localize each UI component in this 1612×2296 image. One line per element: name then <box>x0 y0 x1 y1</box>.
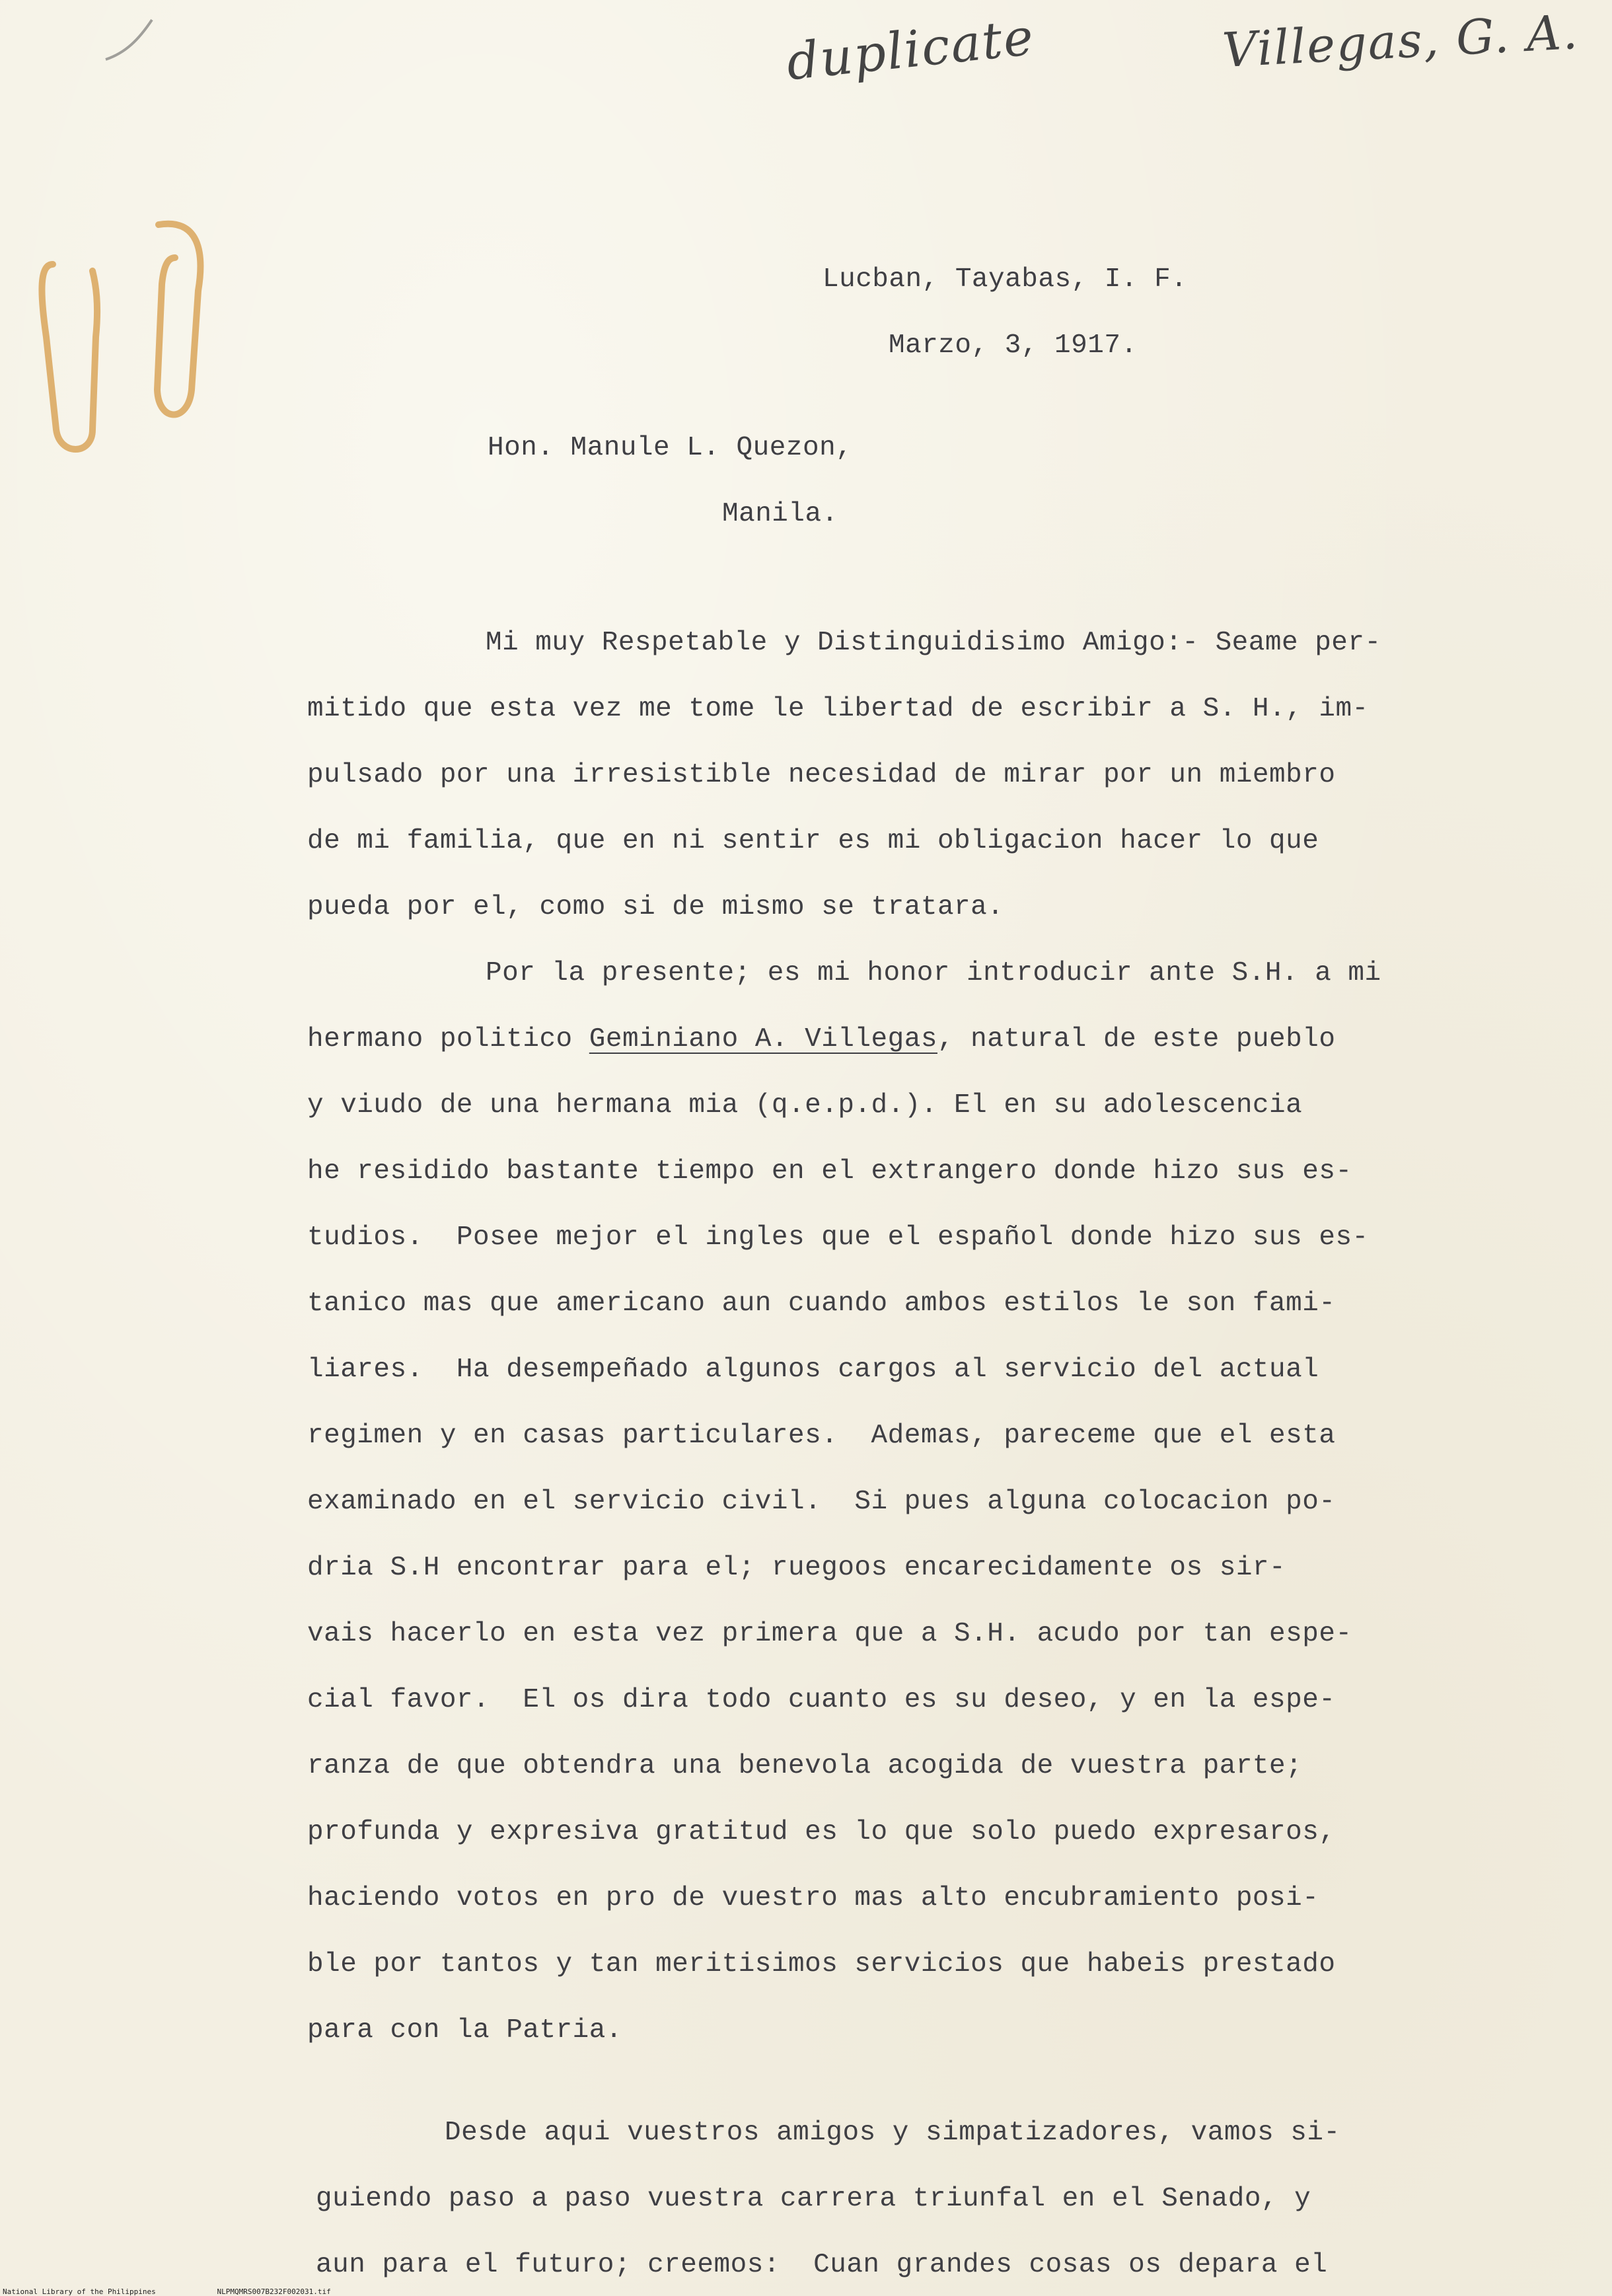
letter-place: Lucban, Tayabas, I. F. <box>823 264 1188 295</box>
paragraph-2-line: haciendo votos en pro de vuestro mas alto encubramiento posi- <box>307 1883 1319 1913</box>
paragraph-2-line: tudios. Posee mejor el ingles que el español donde hizo sus es- <box>307 1222 1369 1253</box>
nominee-name: Geminiano A. Villegas <box>589 1024 937 1055</box>
addressee-name: Hon. Manule L. Quezon, <box>488 433 853 463</box>
paragraph-2-line: Por la presente; es mi honor introducir ante S.H. a mi <box>486 958 1381 988</box>
paragraph-2-line: examinado en el servicio civil. Si pues alguna colocacion po- <box>307 1487 1336 1517</box>
paragraph-2-line: para con la Patria. <box>307 2015 622 2046</box>
paragraph-2-line <box>307 1024 1335 1055</box>
paragraph-2-text: hermano politico <box>307 1024 589 1055</box>
paragraph-1-line: mitido que esta vez me tome le libertad de escribir a S. H., im- <box>307 694 1369 724</box>
footer-library: National Library of the Philippines <box>3 2287 156 2296</box>
paragraph-2-line: cial favor. El os dira todo cuanto es su deseo, y en la espe- <box>307 1685 1336 1715</box>
paragraph-2-line: ranza de que obtendra una benevola acogida de vuestra parte; <box>307 1751 1303 1781</box>
paragraph-2-line: tanico mas que americano aun cuando ambos estilos le son fami- <box>307 1288 1336 1319</box>
paragraph-2-line: regimen y en casas particulares. Ademas, pareceme que el esta <box>307 1421 1336 1451</box>
addressee-city: Manila. <box>722 499 838 529</box>
paragraph-2-text: , natural de este pueblo <box>937 1024 1336 1055</box>
paragraph-3-line: Desde aqui vuestros amigos y simpatizadores, vamos si- <box>445 2118 1340 2148</box>
paragraph-1 <box>307 628 1381 922</box>
paragraph-2-line: ble por tantos y tan meritisimos servicios que habeis prestado <box>307 1949 1336 1980</box>
paragraph-1-line: pueda por el, como si de mismo se tratara. <box>307 892 1004 922</box>
paragraph-2-line: dria S.H encontrar para el; ruegoos encarecidamente os sir- <box>307 1553 1286 1583</box>
duplicate-annotation: duplicate <box>784 7 1037 92</box>
paragraph-2 <box>307 958 1381 2046</box>
paragraph-2-line: profunda y expresiva gratitud es lo que solo puedo expresaros, <box>307 1817 1336 1847</box>
scan-footer <box>3 2287 331 2296</box>
paragraph-2-line: liares. Ha desempeñado algunos cargos al servicio del actual <box>307 1354 1319 1385</box>
paragraph-3-line: guiendo paso a paso vuestra carrera triunfal en el Senado, y <box>316 2184 1311 2214</box>
paragraph-3-line: aun para el futuro; creemos: Cuan grandes cosas os depara el <box>316 2250 1328 2280</box>
paragraph-2-line: y viudo de una hermana mia (q.e.p.d.). El en su adolescencia <box>307 1090 1303 1121</box>
paragraph-3 <box>316 2118 1340 2280</box>
letter-date: Marzo, 3, 1917. <box>889 330 1138 361</box>
footer-file-id: NLPMQMRS007B232F002031.tif <box>217 2287 331 2296</box>
paper-clip-icon <box>26 205 205 469</box>
pen-mark-icon <box>99 13 165 66</box>
paragraph-1-line: Mi muy Respetable y Distinguidisimo Amigo:- Seame per- <box>486 628 1381 658</box>
paragraph-1-line: pulsado por una irresistible necesidad de mirar por un miembro <box>307 760 1336 790</box>
paragraph-1-line: de mi familia, que en ni sentir es mi obligacion hacer lo que <box>307 826 1319 856</box>
paragraph-2-line: he residido bastante tiempo en el extrangero donde hizo sus es- <box>307 1156 1352 1187</box>
paragraph-2-line: vais hacerlo en esta vez primera que a S.H. acudo por tan espe- <box>307 1619 1352 1649</box>
name-annotation: Villegas, G. A. <box>1221 3 1580 79</box>
